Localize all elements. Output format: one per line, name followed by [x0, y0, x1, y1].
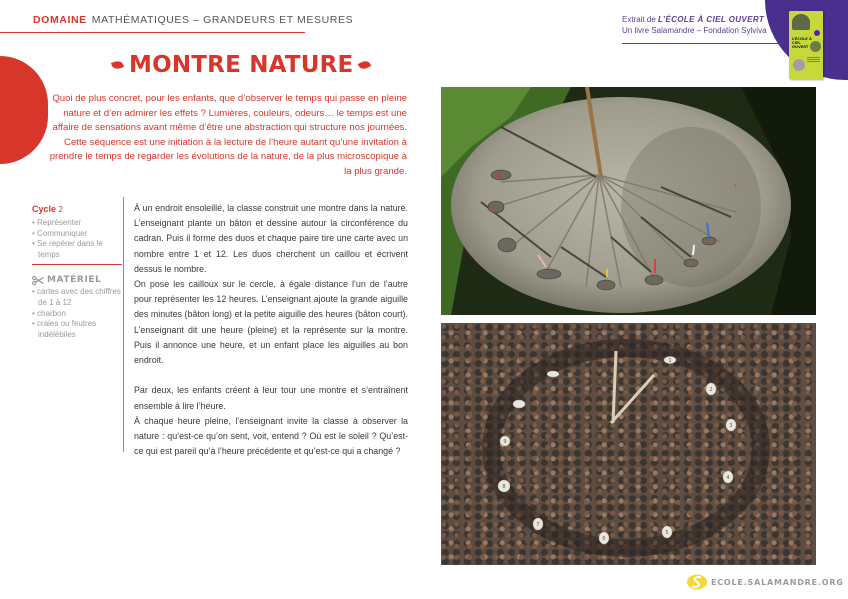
leaf-clock-photo: [441, 323, 816, 565]
body-paragraph: À chaque heure pleine, l’enseignant invite la classe à observer la nature : qu’est-ce qu’on sent, voit, entend ? Où est le soleil ? Qu’est-ce qui est pareil qu’à l’heure précédente et qu’est-ce qui a changé ?: [134, 415, 408, 457]
activity-description: [134, 201, 408, 459]
domain-label: DOMAINE: [33, 14, 87, 26]
book-extract-info: [622, 14, 767, 36]
stone-label: 2: [709, 387, 713, 393]
stone-label: 5: [665, 530, 669, 536]
cover-title: L’ÉCOLE À CIEL OUVERT: [792, 37, 812, 50]
cycle-block: [32, 204, 122, 261]
extract-subtitle: Un livre Salamandre – Fondation Sylviva: [622, 26, 767, 35]
paragraph-gap: [134, 368, 408, 383]
extract-divider: [622, 43, 782, 44]
extract-prefix: Extrait de: [622, 15, 659, 24]
title-block: [112, 52, 370, 78]
stone-label: 3: [729, 423, 733, 429]
stone-label: 8: [502, 484, 506, 490]
page-title: MONTRE NATURE: [129, 52, 354, 78]
stone-label: 1: [668, 358, 672, 364]
stone-label: 10: [495, 174, 501, 179]
stone-label: 9: [503, 439, 507, 445]
stone-label: 4: [726, 475, 730, 481]
domain-value: MATHÉMATIQUES – GRANDEURS ET MESURES: [91, 14, 354, 26]
domain-divider: [0, 32, 305, 33]
cover-photo: [792, 14, 810, 30]
domain-line: [33, 14, 353, 26]
scissors-icon: [32, 276, 44, 285]
cover-subtitle-lines: [807, 57, 820, 63]
leaf-clock-illustration: [441, 323, 816, 565]
sand-sundial-photo: [441, 87, 816, 315]
body-paragraph: Par deux, les enfants créent à leur tour une montre et s’entraînent ensemble à lire l’heure.: [134, 385, 408, 411]
stone-label: 3: [706, 240, 709, 245]
sidebar-divider: [32, 264, 122, 265]
cover-photo: [810, 41, 821, 52]
stone-label: 12: [602, 284, 608, 289]
material-title: MATÉRIEL: [47, 275, 102, 285]
skill-item: • Représenter: [32, 218, 122, 229]
cover-photo: [793, 59, 805, 71]
cycle-number: 2: [58, 205, 63, 214]
book-cover-image: [789, 11, 823, 79]
skill-item: • Communiquer: [32, 229, 122, 240]
material-heading: [32, 275, 101, 285]
book-title: L’ÉCOLE À CIEL OUVERT: [658, 15, 765, 24]
column-divider: [123, 197, 124, 452]
stone-label: 4: [734, 184, 737, 189]
leaf-icon: [358, 59, 372, 71]
stone-label: 11: [491, 206, 497, 211]
material-item: • craies ou feutres indélébiles: [32, 319, 122, 341]
stone-label: 1: [650, 279, 653, 284]
leaf-icon: [111, 59, 124, 70]
cover-dot: [814, 30, 820, 36]
salamandre-logo-icon: [686, 574, 708, 590]
skills-list: [32, 218, 122, 261]
sand-sundial-illustration: [441, 87, 816, 315]
cycle-heading: [32, 204, 122, 216]
stone-label: 2: [687, 262, 690, 267]
skill-item: • Se repérer dans le temps: [32, 239, 122, 261]
materials-list: [32, 287, 122, 341]
cycle-label: Cycle: [32, 204, 57, 214]
body-paragraph: On pose les cailloux sur le cercle, à égale distance l’un de l’autre pour représenter les 12 heures. L’enseignant ajoute la grande aiguille des minutes (bâton long) et la petite aiguille des heures (bâton court). L’enseignant dit une heure (pleine) et la représente sur la montre. Puis il annonce une heure, et un enfant place les aiguilles au bon endroit.: [134, 279, 408, 366]
material-item: • charbon: [32, 309, 122, 320]
website-link[interactable]: ECOLE.SALAMANDRE.ORG: [711, 578, 844, 587]
body-paragraph: À un endroit ensoleillé, la classe construit une montre dans la nature. L’enseignant plante un bâton et dessine autour la circonférence du cadran. Puis il forme des duos et chaque paire tire une carte avec un nombre entre 1 et 12. Les duos cherchent un caillou et écrivent dessus le nombre.: [134, 203, 408, 274]
stone-label: 7: [536, 522, 540, 528]
material-item: • cartes avec des chiffres de 1 à 12: [32, 287, 122, 309]
stone-label: 6: [602, 536, 606, 542]
intro-paragraph: Quoi de plus concret, pour les enfants, que d’observer le temps qui passe en pleine nature et d’en admirer les effets ? Lumières, couleurs, odeurs… le temps est une affaire de sensations avant même d’être une abstraction qui structure nos journées. Cette séquence est une initiation à la lecture de l’heure autant qu’une invitation à prendre le temps de regarder les évolutions de la nature, de la plus microscopique à la plus grande.: [49, 93, 407, 177]
